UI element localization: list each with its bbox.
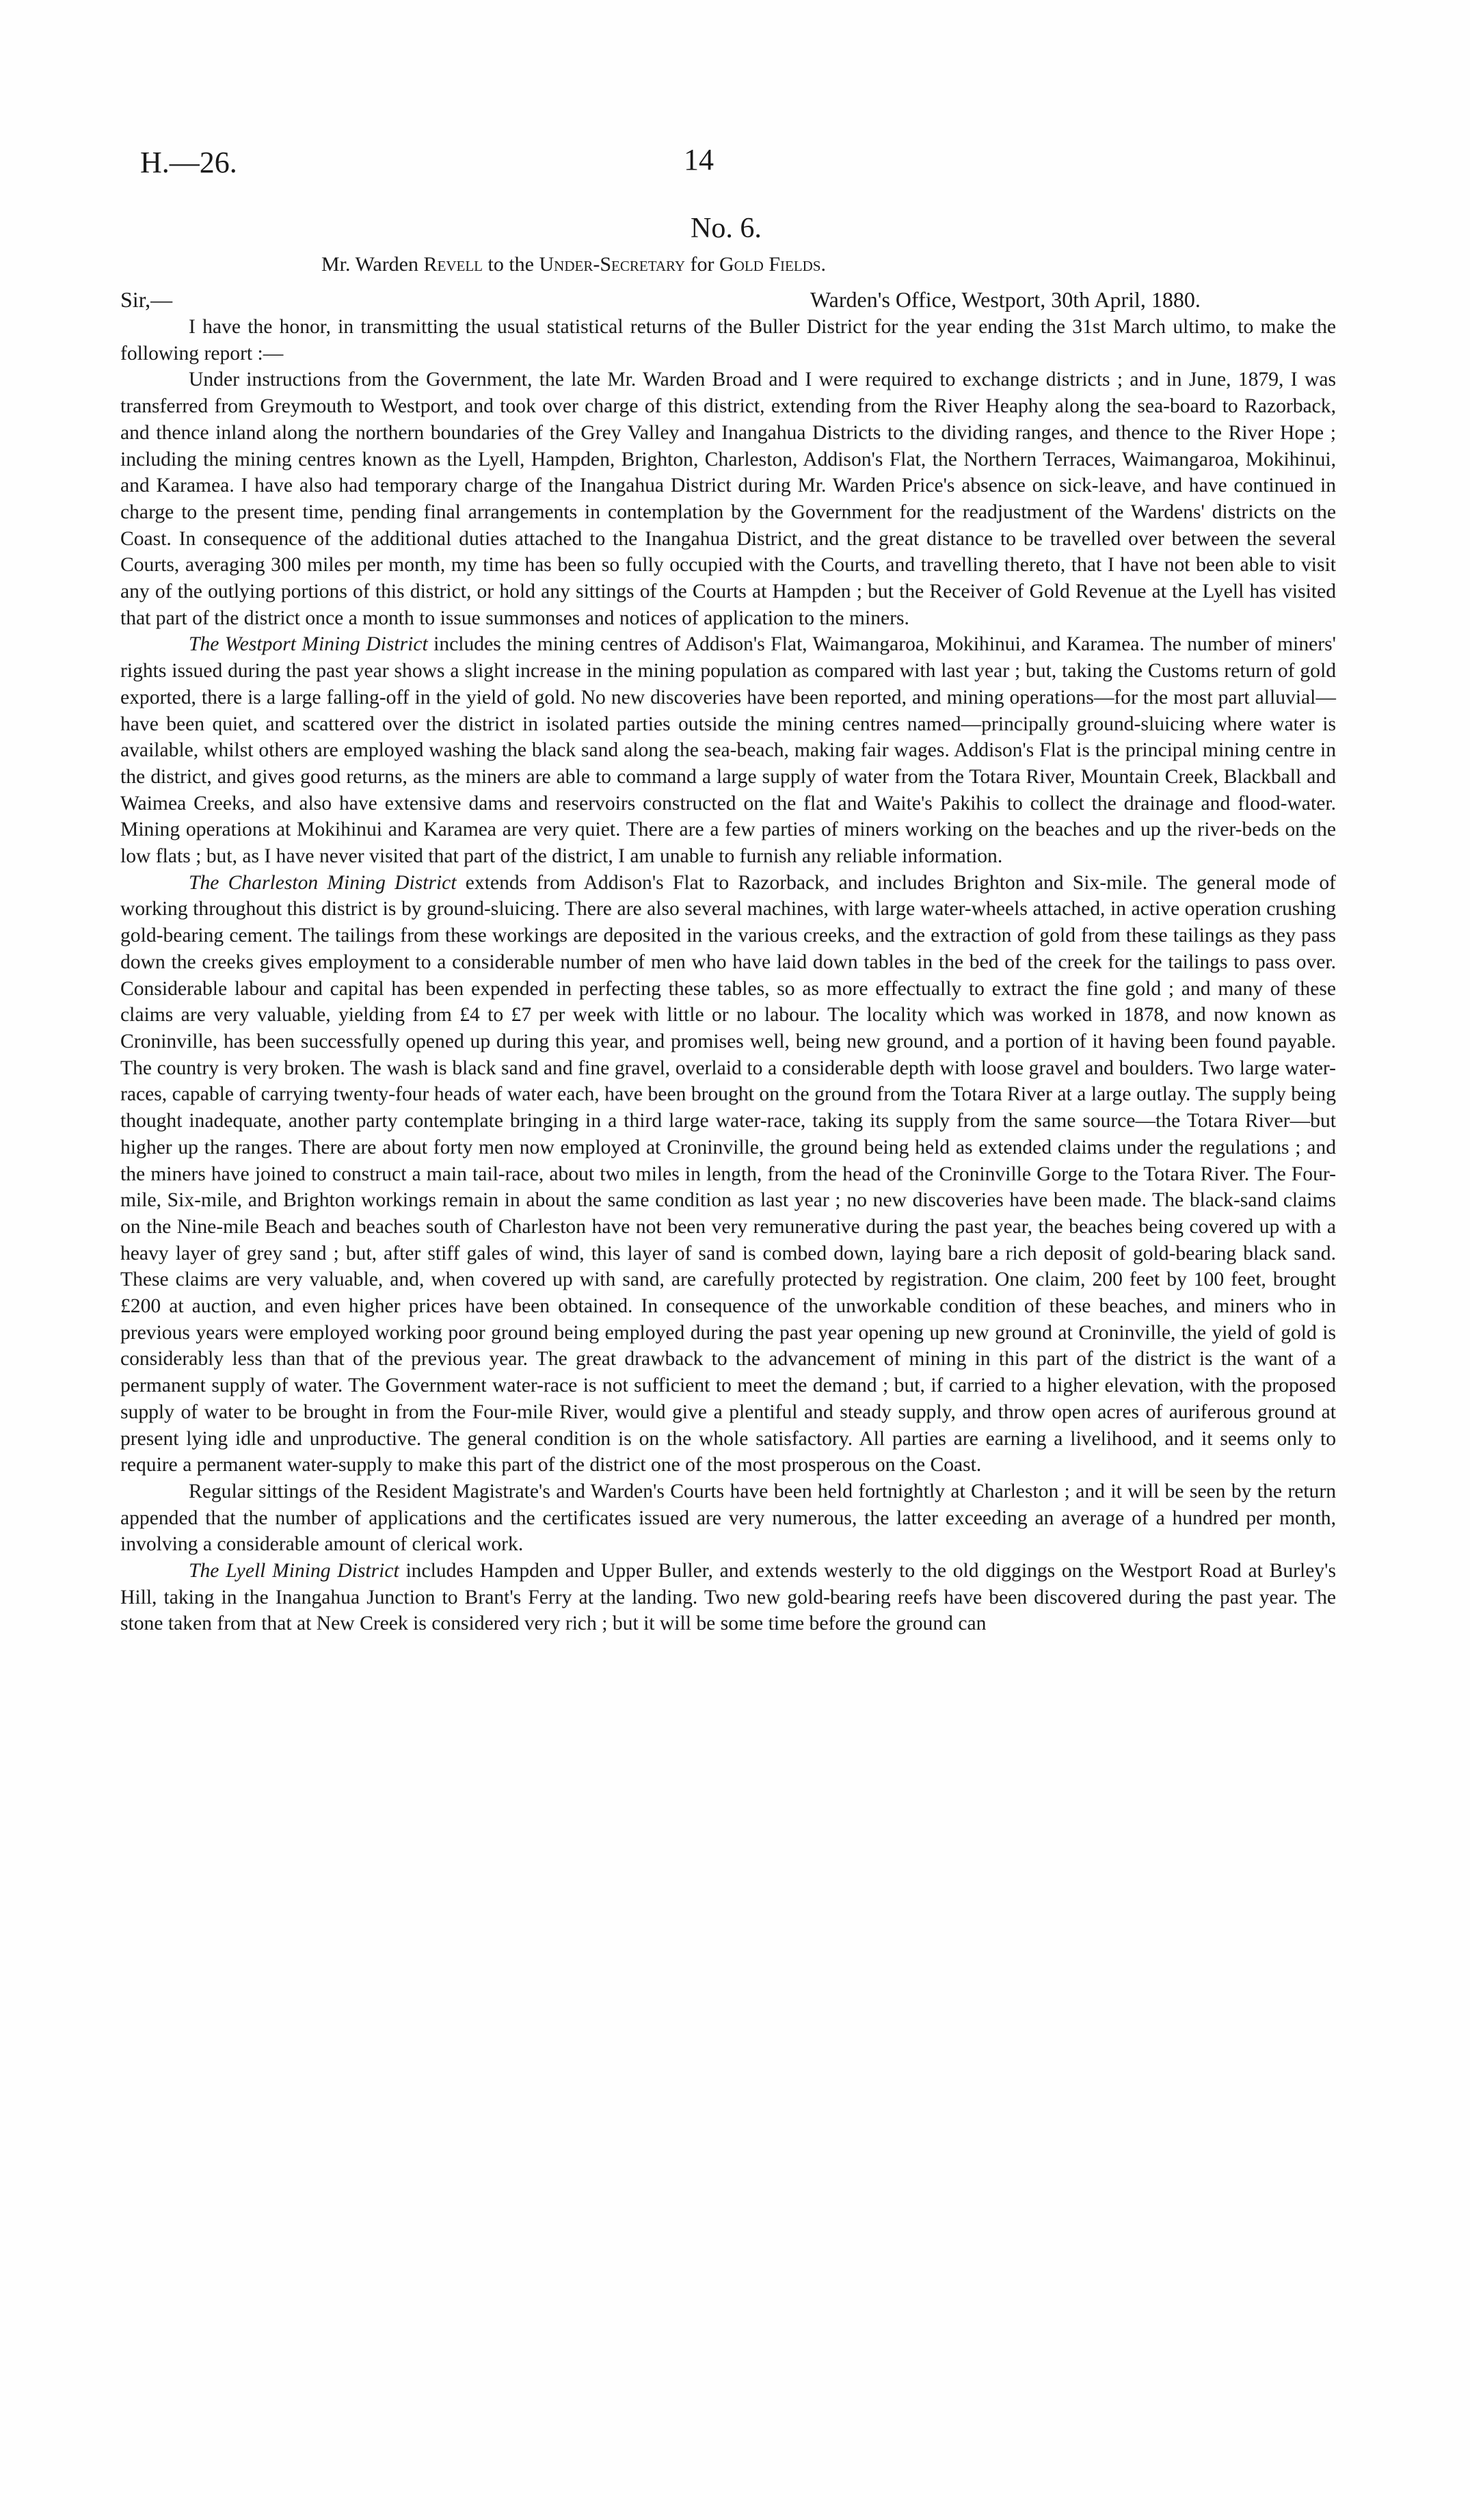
paragraph bbox=[120, 314, 1336, 367]
title-connector: to the bbox=[483, 253, 539, 276]
title-end: . bbox=[820, 253, 827, 276]
title-connector-2: for bbox=[685, 253, 719, 276]
paragraph bbox=[120, 631, 1336, 869]
paragraph bbox=[120, 1558, 1336, 1637]
paragraph-text: includes Hampden and Upper Buller, and extends westerly to the old diggings on the Westport Road at Burley's Hill, taking in the Inangahua Junction to Brant's Ferry at the landing. Two new gold-bearing reefs have been discovered during the past year. The stone taken from that at New Creek is considered very rich ; but it will be some time before the ground can bbox=[120, 1560, 1336, 1635]
document-number: No. 6. bbox=[691, 213, 762, 244]
paragraph-text: I have the honor, in transmitting the usual statistical returns of the Buller District for the year ending the 31st March ultimo, to make the following report :— bbox=[120, 316, 1336, 364]
paragraph bbox=[120, 367, 1336, 631]
dateline: Warden's Office, Westport, 30th April, 1880. bbox=[810, 287, 1201, 312]
paragraph bbox=[120, 870, 1336, 1478]
paragraph-text: Regular sittings of the Resident Magistrate's and Warden's Courts have been held fortnightly at Charleston ; and it will be seen by the return appended that the number of applications and the certificates issued are very numerous, the latter exceeding an average of a hundred per month, involving a considerable amount of clerical work. bbox=[120, 1480, 1336, 1556]
paragraph-lead: The Westport Mining District bbox=[189, 633, 428, 656]
title-recipient: Under-Secretary bbox=[539, 253, 686, 276]
paragraph-text: extends from Addison's Flat to Razorback, and includes Brighton and Six-mile. The general mode of working throughout this district is by ground-sluicing. There are also several machines, with large water-wheels attached, in active operation crushing gold-bearing cement. The tailings from these workings are deposited in the various creeks, and the extraction of gold from these tailings as they pass down the creeks gives employment to a considerable number of men who have laid down tables in the bed of the creek for the tailings to pass over. Considerable labour and capital has been expended in perfecting these tables, so as more effectually to extract the fine gold ; and many of these claims are very valuable, yielding from £4 to £7 per week with little or no labour. The locality which was worked in 1878, and now known as Croninville, has been successfully opened up during this year, and promises well, being new ground, and a portion of it having been found payable. The country is very broken. The wash is black sand and fine gravel, overlaid to a considerable depth with loose gravel and boulders. Two large water-races, capable of carrying twenty-four heads of water each, have been brought on the ground from the Totara River at a large outlay. The supply being thought inadequate, another party contemplate bringing in a third large water-race, taking its supply from the same source—the Totara River—but higher up the ranges. There are about forty men now employed at Croninville, the ground being held as extended claims under the regulations ; and the miners have joined to construct a main tail-race, about two miles in length, from the head of the Croninville Gorge to the Totara River. The Four-mile, Six-mile, and Brighton workings remain in about the same condition as last year ; no new discoveries have been made. The black-sand claims on the Nine-mile Beach and beaches south of Charleston have not been very remunerative during the past year, the beaches being covered up with a heavy layer of grey sand ; but, after stiff gales of wind, this layer of sand is combed down, laying bare a rich deposit of gold-bearing black sand. These claims are very valuable, and, when covered up with sand, are carefully protected by registration. One claim, 200 feet by 100 feet, brought £200 at auction, and even higher prices have been obtained. In consequence of the unworkable condition of these beaches, and miners who in previous years were employed working poor ground being employed during the past year opening up new ground at Croninville, the yield of gold is considerably less than that of the previous year. The great drawback to the advancement of mining in this part of the district is the want of a permanent supply of water. The Government water-race is not sufficient to meet the demand ; but, if carried to a higher elevation, with the proposed supply of water to be brought in from the Four-mile River, would give a plentiful and steady supply, and throw open acres of auriferous ground at present lying idle and unproductive. The general condition is on the whole satisfactory. All parties are earning a livelihood, and it seems only to require a permanent water-supply to make this part of the district one of the most prosperous on the Coast. bbox=[120, 871, 1337, 1476]
title-prefix: Mr. Warden bbox=[321, 253, 424, 276]
paragraph-text: Under instructions from the Government, the late Mr. Warden Broad and I were required to exchange districts ; and in June, 1879, I was transferred from Greymouth to Westport, and took over charge of this district, extending from the River Heaphy along the sea-board to Razorback, and thence inland along the northern boundaries of the Grey Valley and Inangahua Districts to the dividing ranges, and thence to the River Hope ; including the mining centres known as the Lyell, Hampden, Brighton, Charleston, Addison's Flat, the Northern Terraces, Waimangaroa, Mokihinui, and Karamea. I have also had temporary charge of the Inangahua District during Mr. Warden Price's absence on sick-leave, and have continued in charge to the present time, pending final arrangements in contemplation by the Government for the readjustment of the Wardens' districts on the Coast. In consequence of the additional duties attached to the Inangahua District, and the great distance to be travelled over between the several Courts, averaging 300 miles per month, my time has been so fully occupied with the Courts, and travelling thereto, that I have not been able to visit any of the outlying portions of this district, or hold any sittings of the Courts at Hampden ; but the Receiver of Gold Revenue at the Lyell has visited that part of the district once a month to issue summonses and notices of application to the miners. bbox=[120, 369, 1336, 629]
salutation: Sir,— bbox=[120, 287, 173, 312]
title-sender: Revell bbox=[423, 253, 483, 276]
paragraph-lead: The Charleston Mining District bbox=[189, 871, 457, 894]
document-title bbox=[321, 253, 1128, 276]
paragraph bbox=[120, 1478, 1336, 1558]
title-department: Gold Fields bbox=[719, 253, 821, 276]
paragraph-text: includes the mining centres of Addison's Flat, Waimangaroa, Mokihinui, and Karamea. The number of miners' rights issued during the past year shows a slight increase in the mining population as compared with last year ; but, taking the Customs return of gold exported, there is a large falling-off in the yield of gold. No new discoveries have been reported, and mining operations—for the most part alluvial—have been quiet, and scattered over the district in isolated parties outside the mining centres named—principally ground-sluicing where water is available, whilst others are employed washing the black sand along the sea-beach, making fair wages. Addison's Flat is the principal mining centre in the district, and gives good returns, as the miners are able to command a large supply of water from the Totara River, Mountain Creek, Blackball and Waimea Creeks, and also have extensive dams and reservoirs constructed on the flat and Waite's Pakihis to collect the drainage and flood-water. Mining operations at Mokihinui and Karamea are very quiet. There are a few parties of miners working on the beaches and up the river-beds on the low flats ; but, as I have never visited that part of the district, I am unable to furnish any reliable information. bbox=[120, 633, 1336, 868]
paragraph-lead: The Lyell Mining District bbox=[189, 1560, 399, 1582]
document-reference: H.—26. bbox=[140, 146, 237, 179]
report-body bbox=[120, 314, 1336, 1637]
page-number: 14 bbox=[684, 143, 714, 176]
